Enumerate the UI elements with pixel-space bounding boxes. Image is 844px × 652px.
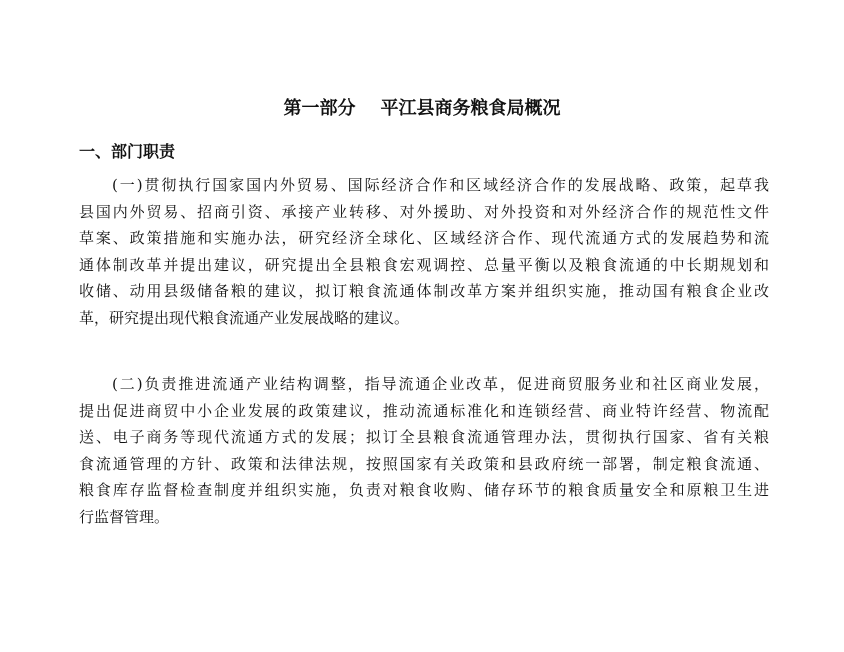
paragraph-line: 食流通管理的方针、政策和法律法规，按照国家有关政策和县政府统一部署，制定粮食流通、 [79,454,769,473]
paragraph-line: (二)负责推进流通产业结构调整，指导流通企业改革，促进商贸服务业和社区商业发展， [112,375,769,393]
section-heading: 一、部门职责 [79,142,176,161]
paragraph-line: 县国内外贸易、招商引资、承接产业转移、对外援助、对外投资和对外经济合作的规范性文件 [79,202,769,221]
paragraph-line: 草案、政策措施和实施办法，研究经济全球化、区域经济合作、现代流通方式的发展趋势和流 [79,229,769,248]
paragraph-2 [79,371,769,531]
page-title: 第一部分 平江县商务粮食局概况 [283,98,561,119]
paragraph-line: 革，研究提出现代粮食流通产业发展战略的建议。 [79,308,410,327]
paragraph-line: 粮食库存监督检查制度并组织实施，负责对粮食收购、储存环节的粮食质量安全和原粮卫生进 [79,481,769,500]
paragraph-line: (一)贯彻执行国家国内外贸易、国际经济合作和区域经济合作的发展战略、政策，起草我 [112,176,769,194]
paragraph-1 [79,172,769,332]
paragraph-line: 收储、动用县级储备粮的建议，拟订粮食流通体制改革方案并组织实施，推动国有粮食企业改 [79,282,769,301]
paragraph-line: 送、电子商务等现代流通方式的发展；拟订全县粮食流通管理办法，贯彻执行国家、省有关粮 [79,428,769,447]
paragraph-line: 提出促进商贸中小企业发展的政策建议，推动流通标准化和连锁经营、商业特许经营、物流配 [79,401,769,420]
paragraph-line: 通体制改革并提出建议，研究提出全县粮食宏观调控、总量平衡以及粮食流通的中长期规划和 [79,255,769,274]
paragraph-line: 行监督管理。 [79,507,170,526]
